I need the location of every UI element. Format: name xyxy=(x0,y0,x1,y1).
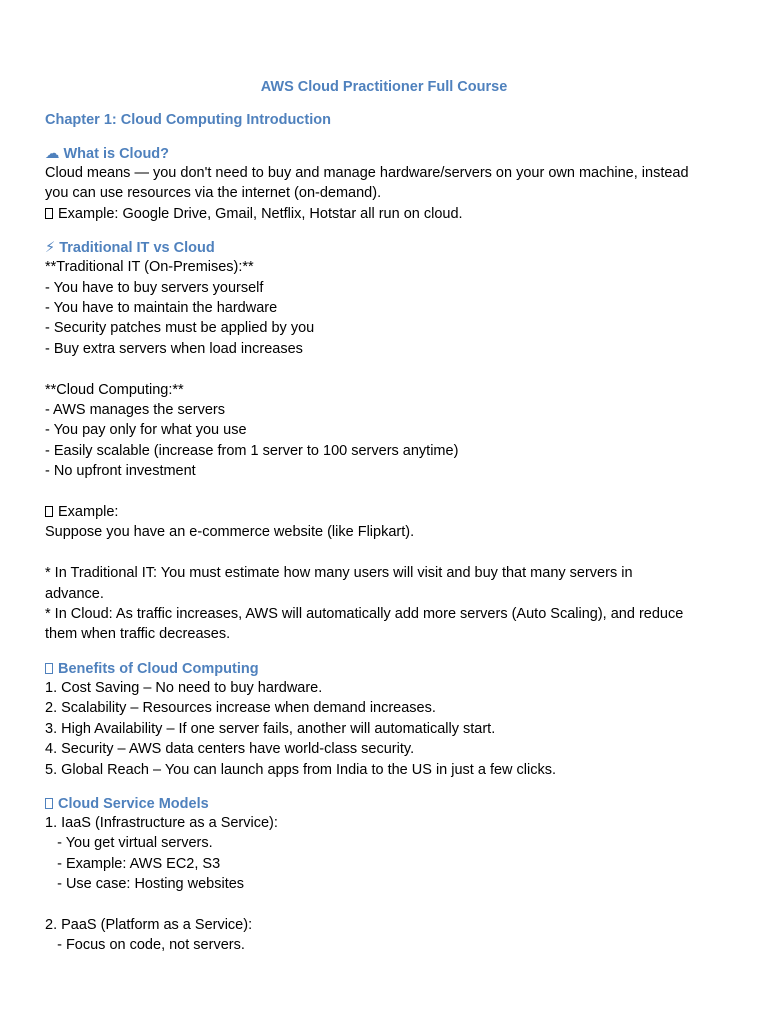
section-heading-text: Cloud Service Models xyxy=(58,795,209,812)
list-item: 2. PaaS (Platform as a Service): xyxy=(45,916,253,933)
paragraph-line xyxy=(45,502,725,522)
section-traditional-vs-cloud xyxy=(45,239,725,645)
list-item: 3. High Availability – If one server fails, another will automatically start. xyxy=(45,720,496,737)
list-item: - Security patches must be applied by you xyxy=(45,320,315,337)
list-item: - Use case: Hosting websites xyxy=(45,876,245,893)
list-item: 1. IaaS (Infrastructure as a Service): xyxy=(45,814,278,831)
paragraph-line: Cloud means — you don't need to buy and manage hardware/servers on your own machine, instead xyxy=(45,165,689,181)
document-body xyxy=(45,145,725,971)
missing-glyph-icon xyxy=(45,663,53,674)
section-benefits xyxy=(45,660,725,780)
section-service-models xyxy=(45,795,725,956)
missing-glyph-icon xyxy=(45,798,53,809)
list-item: - No upfront investment xyxy=(45,463,196,480)
list-item: - Example: AWS EC2, S3 xyxy=(45,855,221,872)
document-title: AWS Cloud Practitioner Full Course xyxy=(260,79,508,95)
section-heading xyxy=(45,660,725,678)
cloud-icon: ☁ xyxy=(45,146,60,162)
list-item: 4. Security – AWS data centers have world-class security. xyxy=(45,741,415,758)
list-item: - You have to buy servers yourself xyxy=(45,279,264,296)
list-item: - You get virtual servers. xyxy=(45,835,213,852)
list-item: - Focus on code, not servers. xyxy=(45,937,245,954)
section-what-is-cloud xyxy=(45,145,725,224)
paragraph-line: * In Cloud: As traffic increases, AWS will automatically add more servers (Auto Scaling), and reduce xyxy=(45,606,684,623)
section-heading xyxy=(45,239,725,257)
section-heading-text: What is Cloud? xyxy=(63,146,170,162)
chapter-heading: Chapter 1: Cloud Computing Introduction xyxy=(45,112,331,128)
section-heading-text: Benefits of Cloud Computing xyxy=(58,660,259,677)
example-text: Example: Google Drive, Gmail, Netflix, Hotstar all run on cloud. xyxy=(58,205,463,222)
section-heading xyxy=(45,795,725,813)
blank-line xyxy=(45,359,725,379)
missing-glyph-icon xyxy=(45,506,53,517)
example-label: Example: xyxy=(58,504,119,521)
paragraph-line: you can use resources via the internet (on-demand). xyxy=(45,185,382,202)
section-heading-text: Traditional IT vs Cloud xyxy=(59,240,215,257)
paragraph-line: them when traffic decreases. xyxy=(45,626,231,643)
list-item: 1. Cost Saving – No need to buy hardware. xyxy=(45,679,323,696)
list-item: - Easily scalable (increase from 1 server to 100 servers anytime) xyxy=(45,442,459,459)
paragraph-line: advance. xyxy=(45,585,104,602)
lightning-icon: ⚡ xyxy=(45,240,56,257)
paragraph-line: **Cloud Computing:** xyxy=(45,381,184,398)
list-item: - You have to maintain the hardware xyxy=(45,300,278,317)
paragraph-line xyxy=(45,204,725,224)
paragraph-line: **Traditional IT (On-Premises):** xyxy=(45,259,254,276)
list-item: - AWS manages the servers xyxy=(45,402,225,419)
list-item: 5. Global Reach – You can launch apps from India to the US in just a few clicks. xyxy=(45,761,557,778)
list-item: 2. Scalability – Resources increase when demand increases. xyxy=(45,700,436,717)
paragraph-line: * In Traditional IT: You must estimate how many users will visit and buy that many servers in xyxy=(45,565,633,582)
paragraph-line: Suppose you have an e-commerce website (like Flipkart). xyxy=(45,524,415,541)
missing-glyph-icon xyxy=(45,208,53,219)
blank-line xyxy=(45,895,725,915)
blank-line xyxy=(45,543,725,563)
section-heading xyxy=(45,145,725,163)
blank-line xyxy=(45,482,725,502)
list-item: - Buy extra servers when load increases xyxy=(45,340,303,357)
list-item: - You pay only for what you use xyxy=(45,422,247,439)
